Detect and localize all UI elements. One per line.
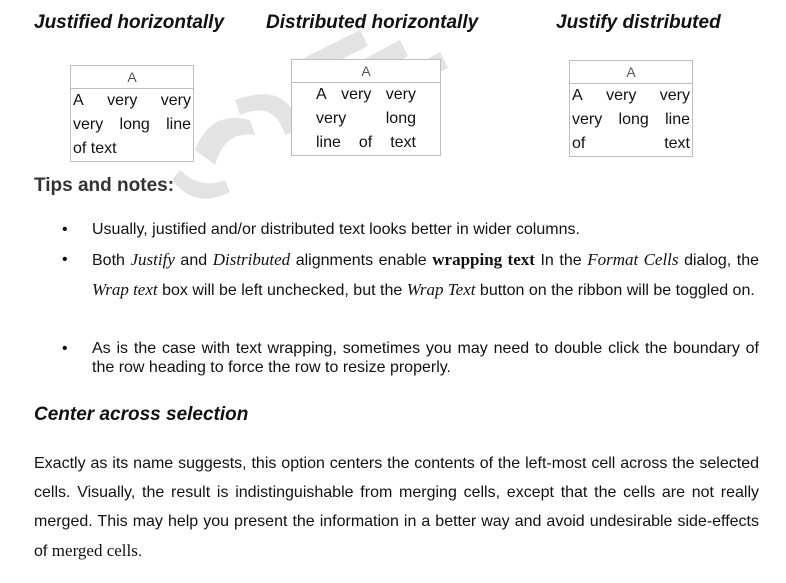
word: very xyxy=(160,92,191,109)
cell-text xyxy=(292,83,440,155)
cell-line xyxy=(73,137,191,161)
column-header-a: A xyxy=(292,60,440,83)
cell-line xyxy=(292,107,440,131)
word: A xyxy=(316,86,327,103)
word: long xyxy=(119,116,150,133)
cell-line xyxy=(73,89,191,113)
cell-line xyxy=(572,84,690,108)
justified-title: Justified horizontally xyxy=(34,12,225,33)
bullet-icon: • xyxy=(62,221,68,238)
tip-item-2 xyxy=(92,245,759,305)
center-across-paragraph xyxy=(34,449,759,566)
word: line xyxy=(665,111,690,128)
text-run: In the xyxy=(534,252,588,269)
word: very xyxy=(659,87,690,104)
cell-line xyxy=(572,132,690,156)
bullet-icon: • xyxy=(62,251,68,268)
word: very xyxy=(316,110,347,127)
justified-cell-example xyxy=(70,65,194,162)
text-run: and xyxy=(174,252,213,269)
word: long xyxy=(385,110,416,127)
text-run: Exactly as its name suggests, this option centers the contents of the left-most cell across the selected cells. Visually, the result is indistinguishable from merging cells, except that the cells are not really merged. This may help you present the information in a better way and avoid undesirable side-effects of xyxy=(34,455,759,560)
word: very xyxy=(107,92,138,109)
cell-line xyxy=(572,108,690,132)
word: long xyxy=(618,111,649,128)
column-header-a: A xyxy=(570,61,692,84)
column-header-a: A xyxy=(71,66,193,89)
cell-line xyxy=(292,83,440,107)
text-run: Both xyxy=(92,252,131,269)
text-run: . xyxy=(137,543,143,560)
word: of xyxy=(358,134,373,151)
text-run: box will be left unchecked, but the xyxy=(157,282,407,299)
tip-item-1: Usually, justified and/or distributed text looks better in wider columns. xyxy=(92,221,580,238)
bullet-icon: • xyxy=(62,340,68,357)
distributed-term: Distributed xyxy=(212,250,291,269)
wrap-text-button-term: Wrap Text xyxy=(406,280,476,299)
word: of xyxy=(572,135,586,152)
text-run: alignments enable xyxy=(290,252,433,269)
word: very xyxy=(73,116,104,133)
word: line xyxy=(166,116,191,133)
cell-line xyxy=(292,131,440,155)
distributed-cell-example xyxy=(291,59,441,156)
justify-distributed-title: Justify distributed xyxy=(556,12,721,33)
wrap-text-box-term: Wrap text xyxy=(92,280,158,299)
merged-cells-term: merged cells xyxy=(51,541,138,560)
word: very xyxy=(606,87,637,104)
justify-term: Justify xyxy=(130,250,175,269)
word: A xyxy=(572,87,583,104)
cell-text xyxy=(570,84,692,156)
center-across-title: Center across selection xyxy=(34,404,249,425)
text-run: dialog, the xyxy=(678,252,760,269)
text-run: button on the ribbon will be toggled on. xyxy=(475,282,755,299)
cell-text xyxy=(71,89,193,161)
word: line xyxy=(316,134,341,151)
word: of text xyxy=(73,140,117,157)
distributed-title: Distributed horizontally xyxy=(266,12,479,33)
tips-heading: Tips and notes: xyxy=(34,175,175,196)
tip-item-3: As is the case with text wrapping, sometimes you may need to double click the boundary of the row heading to force the row to resize properly. xyxy=(92,340,759,376)
word: text xyxy=(664,135,690,152)
justify-distributed-cell-example xyxy=(569,60,693,157)
word: text xyxy=(390,134,416,151)
format-cells-term: Format Cells xyxy=(587,250,679,269)
word: very xyxy=(385,86,416,103)
cell-line xyxy=(73,113,191,137)
word: A xyxy=(73,92,84,109)
word: very xyxy=(341,86,372,103)
word: very xyxy=(572,111,603,128)
wrapping-text-term: wrapping text xyxy=(432,250,535,269)
